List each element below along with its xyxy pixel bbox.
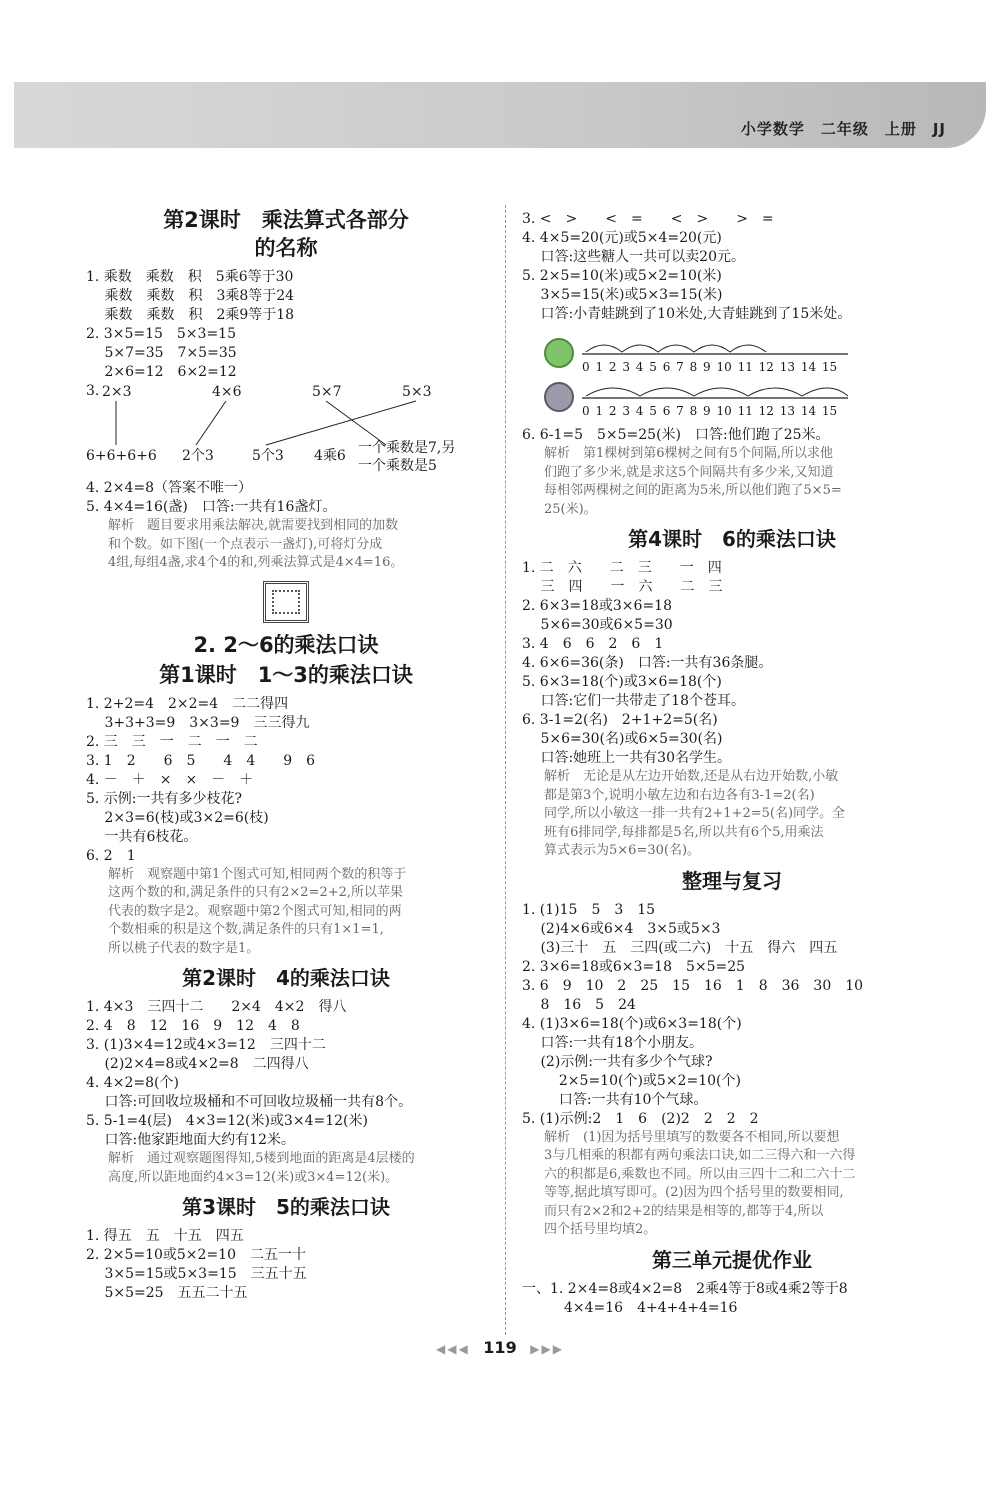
answer-line: 口答:她班上一共有30名学生。 <box>522 750 731 766</box>
note-line: 都是第3个,说明小敏左边和右边各有3-1=2(名) <box>544 787 815 803</box>
answer-line: 3. 1 2 6 5 4 4 9 6 <box>86 752 316 769</box>
number-line-big-frog <box>582 380 942 420</box>
answer-line: 3×5=15或5×3=15 三五十五 <box>86 1266 307 1282</box>
answer-line: 5×7=35 7×5=35 <box>86 345 237 361</box>
note-line: 和个数。如下图(一个点表示一盏灯),可将灯分成 <box>108 536 383 552</box>
note-line: 解析 观察题中第1个图式可知,相同两个数的积等于 <box>108 866 407 882</box>
diagram-top-item: 2×3 <box>102 384 132 400</box>
diagram-top-item: 4×6 <box>212 384 242 400</box>
answer-line: 乘数 乘数 积 2乘9等于18 <box>86 307 295 323</box>
answer-line: 1. 2+2=4 2×2=4 二二得四 <box>86 695 289 712</box>
answer-line: 5. (1)示例:2 1 6 (2)2 2 2 2 <box>522 1110 759 1127</box>
page-number: 119 <box>483 1338 517 1357</box>
answer-line: 2×6=12 6×2=12 <box>86 364 237 380</box>
answer-line: 1. 4×3 三四十二 2×4 4×2 得八 <box>86 999 347 1015</box>
note-line: 代表的数字是2。观察题中第2个图式可知,相同的两 <box>108 903 402 919</box>
diagram-bottom-item: 6+6+6+6 <box>86 448 157 464</box>
note-line: 四个括号里均填2。 <box>544 1222 657 1237</box>
answer-line: 3. <box>86 383 100 399</box>
column-divider <box>505 205 506 1335</box>
answer-line: 3+3+3=9 3×3=9 三三得九 <box>86 714 310 731</box>
answer-line: 3. 6 9 10 2 25 15 16 1 8 36 30 10 <box>522 977 864 994</box>
note-line: 这两个数的和,满足条件的只有2×2=2+2,所以苹果 <box>108 885 404 900</box>
answer-line: 6. 2 1 <box>86 847 136 864</box>
diagram-bottom-item: 4乘6 <box>314 448 346 464</box>
answer-line: 5×6=30或6×5=30 <box>522 617 673 633</box>
section-title: 第2课时 乘法算式各部分 <box>163 208 409 232</box>
note-line: 高度,所以距地面约4×3=12(米)或3×4=12(米)。 <box>108 1169 399 1185</box>
answer-line: 2. 6×3=18或3×6=18 <box>522 598 672 614</box>
answer-line: 一共有6枝花。 <box>86 828 198 845</box>
answer-line: (3)三十 五 三四(或二六) 十五 得六 四五 <box>522 939 838 956</box>
answer-line: 三 四 一 六 二 三 <box>522 579 723 595</box>
answer-line: 一、1. 2×4=8或4×2=8 2乘4等于8或4乘2等于8 <box>522 1280 848 1297</box>
section-title: 第1课时 1～3的乘法口诀 <box>159 662 413 687</box>
answer-line: 1. 得五 五 十五 四五 <box>86 1228 244 1244</box>
answer-line: 乘数 乘数 积 3乘8等于24 <box>86 288 295 304</box>
answer-line: 5. 2×5=10(米)或5×2=10(米) <box>522 268 722 284</box>
frog-icon <box>544 382 574 412</box>
answer-line: 口答:小青蛙跳到了10米处,大青蛙跳到了15米处。 <box>522 306 852 322</box>
answer-line: 4. (1)3×6=18(个)或6×3=18(个) <box>522 1015 742 1032</box>
answer-line: 1. (1)15 5 3 15 <box>522 901 656 918</box>
answer-line: (2)示例:一共有多少个气球? <box>522 1053 713 1070</box>
note-line: 3与几相乘的积都有两句乘法口诀,如二三得六和一六得 <box>544 1148 856 1163</box>
note-line: 解析 第1棵树到第6棵树之间有5个间隔,所以求他 <box>544 446 833 461</box>
answer-line: 2. 3×6=18或6×3=18 5×5=25 <box>522 958 746 975</box>
header-banner <box>14 82 986 148</box>
note-line: 解析 无论是从左边开始数,还是从右边开始数,小敏 <box>544 769 839 784</box>
answer-line: 口答:一共有10个气球。 <box>522 1091 708 1108</box>
analysis-note <box>522 768 942 861</box>
analysis-note <box>86 517 486 573</box>
unit-title: 2. 2～6的乘法口诀 <box>193 632 379 657</box>
answer-line: 6. 3-1=2(名) 2+1+2=5(名) <box>522 712 718 728</box>
answer-line: 口答:可回收垃圾桶和不可回收垃圾桶一共有8个。 <box>86 1094 413 1110</box>
number-line-labels: 0 1 2 3 4 5 6 7 8 9 10 11 12 13 14 15 <box>582 404 838 418</box>
answer-line: (2)4×6或6×4 3×5或5×3 <box>522 920 721 937</box>
answer-line: 4. 4×5=20(元)或5×4=20(元) <box>522 230 722 246</box>
right-column <box>522 210 942 1318</box>
note-line: 六的积都是6,乘数也不同。所以由三四十二和二六十二 <box>544 1166 856 1182</box>
section-title: 第3课时 5的乘法口诀 <box>182 1195 390 1219</box>
analysis-note <box>522 445 942 519</box>
note-line: 算式表示为5×6=30(名)。 <box>544 843 701 858</box>
number-line-small-frog <box>582 336 942 376</box>
page-footer <box>0 1338 1000 1357</box>
note-line: 每相邻两棵树之间的距离为5米,所以他们跑了5×5= <box>544 483 842 498</box>
note-line: 所以桃子代表的数字是1。 <box>108 940 260 956</box>
answer-line: 2. 三 三 一 二 一 二 <box>86 733 258 750</box>
answer-line: 4. 6×6=36(条) 口答:一共有36条腿。 <box>522 655 773 671</box>
diagram-bottom-item: 一个乘数是7,另 <box>358 440 456 456</box>
note-line: 们跑了多少米,就是求这5个间隔共有多少米,又知道 <box>544 464 834 480</box>
diagram-top-item: 5×3 <box>402 384 432 400</box>
answer-line: 1. 二 六 二 三 一 四 <box>522 560 722 576</box>
diagram-top-item: 5×7 <box>312 384 342 400</box>
number-line-labels: 0 1 2 3 4 5 6 7 8 9 10 11 12 13 14 15 <box>582 360 838 374</box>
answer-line: 5×6=30(名)或6×5=30(名) <box>522 731 723 747</box>
matching-diagram <box>86 384 486 475</box>
note-line: 班有6排同学,每排都是5名,所以共有6个5,用乘法 <box>544 824 824 840</box>
note-line: 4组,每组4盏,求4个4的和,列乘法算式是4×4=16。 <box>108 555 404 570</box>
answer-line: 3. (1)3×4=12或4×3=12 三四十二 <box>86 1037 326 1053</box>
section-title: 第2课时 4的乘法口诀 <box>182 966 390 990</box>
answer-line: 2. 3×5=15 5×3=15 <box>86 326 236 342</box>
diagram-bottom-item: 一个乘数是5 <box>358 458 437 474</box>
analysis-note <box>86 866 486 959</box>
prev-arrows-icon: ◀◀◀ <box>436 1342 470 1356</box>
lamp-grid-figure <box>263 581 309 623</box>
answer-line: 3×5=15(米)或5×3=15(米) <box>522 287 723 303</box>
section-title-cont: 的名称 <box>254 236 318 260</box>
answer-line: 5×5=25 五五二十五 <box>86 1285 248 1301</box>
answer-line: 3. < > < = < > > = <box>522 211 774 227</box>
answer-line: 3. 4 6 6 2 6 1 <box>522 636 664 652</box>
section-title: 整理与复习 <box>682 868 782 893</box>
note-line: 解析 通过观察题图得知,5楼到地面的距离是4层楼的 <box>108 1151 415 1166</box>
answer-line: 4×4=16 4+4+4+4=16 <box>522 1299 738 1316</box>
answer-line: 5. 6×3=18(个)或3×6=18(个) <box>522 674 722 690</box>
answer-line: 口答:它们一共带走了18个苍耳。 <box>522 693 745 709</box>
answer-line: 口答:他家距地面大约有12米。 <box>86 1132 295 1148</box>
answer-line: 口答:一共有18个小朋友。 <box>522 1034 703 1051</box>
note-line: 个数相乘的积是这个数,满足条件的只有1×1=1, <box>108 922 384 937</box>
answer-line: 8 16 5 24 <box>522 996 636 1013</box>
analysis-note <box>522 1129 942 1240</box>
answer-line: 6. 6-1=5 5×5=25(米) 口答:他们跑了25米。 <box>522 427 830 443</box>
left-column <box>86 200 486 1303</box>
section-title: 第三单元提优作业 <box>652 1247 812 1272</box>
answer-line: 2×3=6(枝)或3×2=6(枝) <box>86 809 269 826</box>
note-line: 解析 (1)因为括号里填写的数要各不相同,所以要想 <box>544 1129 840 1145</box>
answer-line: 1. 乘数 乘数 积 5乘6等于30 <box>86 269 294 285</box>
answer-line: 4. 2×4=8（答案不唯一） <box>86 480 252 496</box>
answer-line: 2×5=10(个)或5×2=10(个) <box>522 1072 741 1089</box>
answer-line: 2. 2×5=10或5×2=10 二五一十 <box>86 1247 306 1263</box>
diagram-bottom-item: 2个3 <box>182 448 214 464</box>
note-line: 25(米)。 <box>544 501 597 517</box>
note-line: 解析 题目要求用乘法解决,就需要找到相同的加数 <box>108 518 399 533</box>
note-line: 同学,所以小敏这一排一共有2+1+2=5(名)同学。全 <box>544 806 846 821</box>
frog-icon <box>544 338 574 368</box>
diagram-bottom-item: 5个3 <box>252 448 284 464</box>
section-title: 第4课时 6的乘法口诀 <box>628 527 836 551</box>
note-line: 等等,据此填写即可。(2)因为四个括号里的数要相同, <box>544 1185 844 1200</box>
answer-line: 口答:这些糖人一共可以卖20元。 <box>522 249 745 265</box>
answer-line: 5. 4×4=16(盏) 口答:一共有16盏灯。 <box>86 499 337 515</box>
book-title: 小学数学 二年级 上册 JJ <box>740 120 946 138</box>
answer-line: (2)2×4=8或4×2=8 二四得八 <box>86 1056 309 1072</box>
answer-line: 4. 4×2=8(个) <box>86 1075 179 1091</box>
answer-line: 4. － ＋ × × － ＋ <box>86 771 254 788</box>
analysis-note <box>86 1150 486 1187</box>
answer-line: 2. 4 8 12 16 9 12 4 8 <box>86 1018 300 1034</box>
answer-line: 5. 5-1=4(层) 4×3=12(米)或3×4=12(米) <box>86 1113 368 1129</box>
next-arrows-icon: ▶▶▶ <box>530 1342 564 1356</box>
note-line: 而只有2×2和2+2的结果是相等的,都等于4,所以 <box>544 1203 824 1219</box>
answer-line: 5. 示例:一共有多少枝花? <box>86 790 243 807</box>
